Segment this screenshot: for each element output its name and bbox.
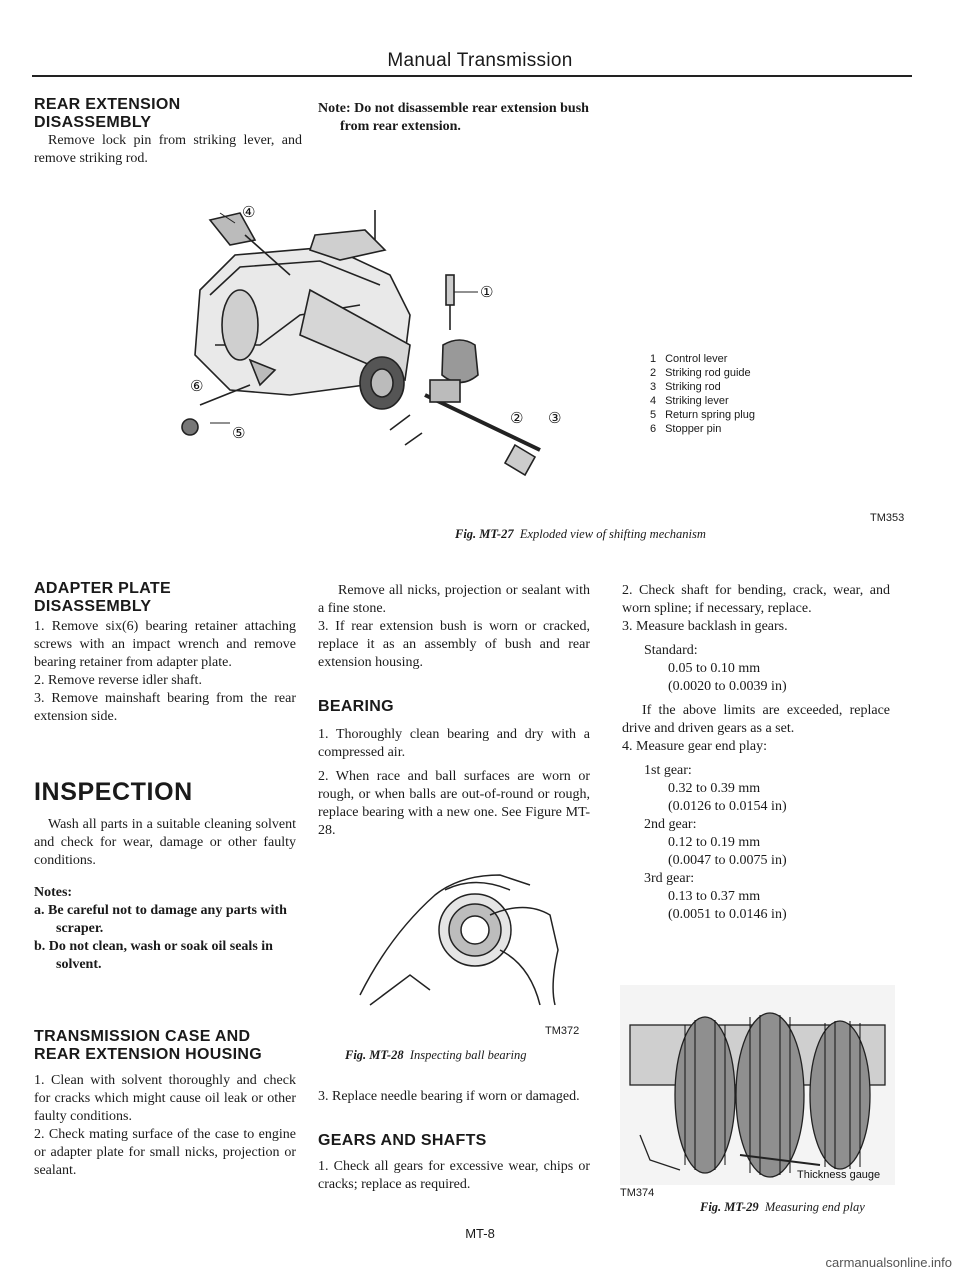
gear3-label: 3rd gear:	[644, 871, 695, 886]
gear1-label: 1st gear:	[644, 763, 692, 778]
thickness-gauge-label: Thickness gauge	[797, 1169, 881, 1181]
standard-label: Standard:	[644, 643, 698, 658]
gears-step-1: 1. Check all gears for excessive wear, chips or cracks; replace as required.	[318, 1159, 590, 1192]
gear1-in: (0.0126 to 0.0154 in)	[668, 799, 787, 814]
rear-extension-note: Note: Do not disassemble rear extension bush from rear extension.	[318, 101, 589, 134]
legend-item: 6 Stopper pin	[650, 423, 722, 435]
case-step-2: 2. Check mating surface of the case to engine or adapter plate for small nicks, projection or sealant.	[34, 1127, 296, 1178]
fig29-caption: Fig. MT-29 Measuring end play	[700, 1200, 865, 1214]
adapter-step-1: 1. Remove six(6) bearing retainer attaching screws with an impact wrench and remove bearing retainer from adapter plate.	[34, 619, 296, 670]
rear-extension-body: Remove lock pin from striking lever, and remove striking rod.	[34, 133, 302, 166]
needle-bearing-step-3: 3. Replace needle bearing if worn or damaged.	[318, 1089, 580, 1104]
bearing-step-2: 2. When race and ball surfaces are worn or rough, or when balls are out-of-round or rough, replace bearing with a new one. See Figure MT-28.	[318, 769, 590, 838]
legend-item: 1 Control lever	[650, 353, 728, 365]
bush-step-3: 3. If rear extension bush is worn or cracked, replace it as an assembly of bush and rear extension housing.	[318, 619, 590, 670]
standard-mm: 0.05 to 0.10 mm	[668, 661, 761, 676]
running-head: Manual Transmission	[387, 50, 573, 71]
gear1-mm: 0.32 to 0.39 mm	[668, 781, 761, 796]
end-play-step-4: 4. Measure gear end play:	[622, 739, 767, 754]
middle-column-lower	[318, 1088, 590, 1194]
bearing-heading: BEARING	[318, 698, 394, 715]
fig28-code: TM372	[545, 1025, 580, 1037]
callout-3: ③	[548, 409, 562, 427]
limits-text: If the above limits are exceeded, replace drive and driven gears as a set.	[622, 703, 890, 736]
case-step-1: 1. Clean with solvent thoroughly and check for cracks which might cause oil leak or other faulty conditions.	[34, 1073, 296, 1124]
gear3-in: (0.0051 to 0.0146 in)	[668, 907, 787, 922]
ball-bearing-figure	[350, 855, 580, 1015]
shaft-step-2: 2. Check shaft for bending, crack, wear, and worn spline; if necessary, replace.	[622, 583, 890, 616]
adapter-plate-heading: ADAPTER PLATE DISASSEMBLY	[34, 580, 171, 615]
rear-extension-heading: REAR EXTENSION DISASSEMBLY	[34, 96, 181, 131]
end-play-figure	[620, 985, 895, 1185]
fig27-legend	[650, 352, 810, 436]
rear-extension-section	[34, 96, 302, 168]
legend-item: 5 Return spring plug	[650, 409, 755, 421]
case-housing-heading: TRANSMISSION CASE AND REAR EXTENSION HOUSING	[34, 1028, 262, 1063]
fig27-caption: Fig. MT-27 Exploded view of shifting mechanism	[455, 527, 706, 541]
page-number: MT-8	[465, 1226, 495, 1241]
gear2-label: 2nd gear:	[644, 817, 697, 832]
nicks-continued: Remove all nicks, projection or sealant with a fine stone.	[318, 583, 590, 616]
fig29-code: TM374	[620, 1187, 655, 1199]
right-column	[622, 582, 890, 924]
gear3-mm: 0.13 to 0.37 mm	[668, 889, 761, 904]
middle-column	[318, 582, 590, 840]
gear2-in: (0.0047 to 0.0075 in)	[668, 853, 787, 868]
fig27-code: TM353	[870, 512, 905, 524]
exploded-view-figure	[160, 195, 630, 495]
bearing-step-1: 1. Thoroughly clean bearing and dry with a compressed air.	[318, 727, 590, 760]
legend-item: 4 Striking lever	[650, 395, 729, 407]
fig28-caption: Fig. MT-28 Inspecting ball bearing	[345, 1048, 527, 1062]
header-rule	[32, 75, 912, 77]
notes-label: Notes:	[34, 885, 73, 900]
legend-item: 2 Striking rod guide	[650, 367, 751, 379]
adapter-step-3: 3. Remove mainshaft bearing from the rear extension side.	[34, 691, 296, 724]
callout-2: ②	[510, 409, 524, 427]
left-column	[34, 580, 296, 1180]
gears-shafts-heading: GEARS AND SHAFTS	[318, 1132, 487, 1149]
callout-4: ④	[242, 203, 256, 221]
callout-1: ①	[480, 283, 494, 301]
inspection-body: Wash all parts in a suitable cleaning solvent and check for wear, damage or other faulty conditions.	[34, 817, 296, 868]
callout-6: ⑥	[190, 377, 204, 395]
callout-5: ⑤	[232, 424, 246, 442]
note-b: b. Do not clean, wash or soak oil seals in solvent.	[34, 939, 273, 972]
legend-item: 3 Striking rod	[650, 381, 721, 393]
gear2-mm: 0.12 to 0.19 mm	[668, 835, 761, 850]
adapter-step-2: 2. Remove reverse idler shaft.	[34, 673, 202, 688]
standard-in: (0.0020 to 0.0039 in)	[668, 679, 787, 694]
watermark: carmanualsonline.info	[825, 1255, 952, 1270]
note-a: a. Be careful not to damage any parts with scraper.	[34, 903, 287, 936]
inspection-heading: INSPECTION	[34, 778, 193, 806]
backlash-step-3: 3. Measure backlash in gears.	[622, 619, 788, 634]
